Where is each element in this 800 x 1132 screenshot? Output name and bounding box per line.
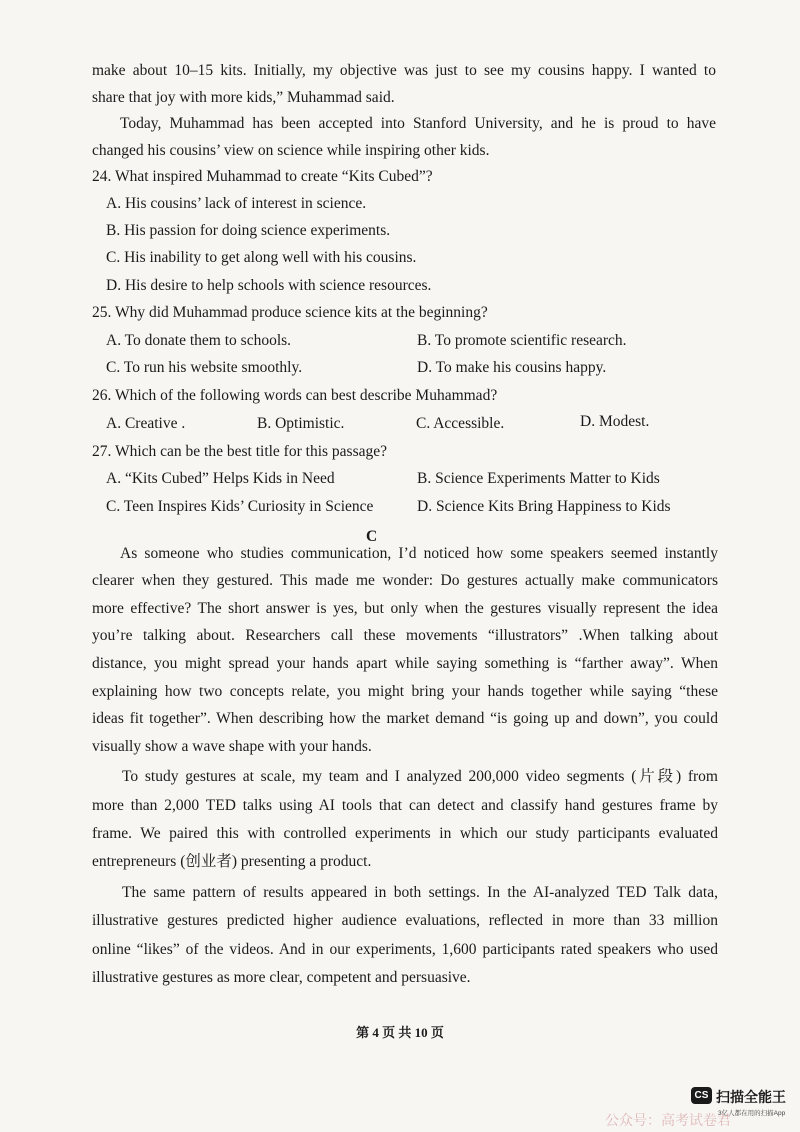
paragraph-line: changed his cousins’ view on science while inspiring other kids.: [92, 142, 490, 159]
question-stem: 24. What inspired Muhammad to create “Kits Cubed”?: [92, 168, 433, 185]
option-b: B. His passion for doing science experiments.: [106, 222, 391, 239]
section-letter: C: [366, 528, 378, 545]
paragraph-line: make about 10–15 kits. Initially, my objective was just to see my cousins happy. I wanted to: [92, 62, 716, 79]
option-b: B. Science Experiments Matter to Kids: [417, 470, 660, 487]
paragraph-line: you’re talking about. Researchers call these movements “illustrators” .When talking about: [92, 627, 718, 644]
paragraph-line: ideas fit together”. When describing how the market demand “is going up and down”, you could: [92, 710, 718, 727]
question-stem: 25. Why did Muhammad produce science kits at the beginning?: [92, 304, 488, 321]
camscanner-logo-icon: CS: [691, 1087, 712, 1104]
option-d: D. To make his cousins happy.: [417, 359, 607, 376]
paragraph-line: As someone who studies communication, I’d noticed how some speakers seemed instantly: [120, 545, 718, 562]
paragraph-line: more than 2,000 TED talks using AI tools that can detect and classify hand gestures frame by: [92, 797, 718, 814]
scanner-tagline: 3亿人都在用的扫描App: [718, 1110, 786, 1117]
option-c: C. His inability to get along well with his cousins.: [106, 249, 417, 266]
paragraph-line: distance, you might spread your hands apart while saying something is “farther away”. When: [92, 655, 718, 672]
option-a: A. His cousins’ lack of interest in science.: [106, 195, 367, 212]
paragraph-line: entrepreneurs (创业者) presenting a product.: [92, 853, 372, 870]
paragraph-line: To study gestures at scale, my team and I analyzed 200,000 video segments (片段) from: [122, 768, 718, 785]
paragraph-line: frame. We paired this with controlled experiments in which our study participants evaluated: [92, 825, 718, 842]
option-c: C. Teen Inspires Kids’ Curiosity in Science: [106, 498, 374, 515]
paragraph-line: illustrative gestures predicted higher audience evaluations, reflected in more than 33 million: [92, 912, 718, 929]
paragraph-line: illustrative gestures as more clear, competent and persuasive.: [92, 969, 471, 986]
option-c: C. To run his website smoothly.: [106, 359, 303, 376]
paragraph-line: visually show a wave shape with your hands.: [92, 738, 372, 755]
option-a: A. Creative .: [106, 415, 186, 432]
option-d: D. Science Kits Bring Happiness to Kids: [417, 498, 671, 515]
paragraph-line: clearer when they gestured. This made me wonder: Do gestures actually make communicators: [92, 572, 718, 589]
option-c: C. Accessible.: [416, 415, 505, 432]
question-stem: 26. Which of the following words can best describe Muhammad?: [92, 387, 498, 404]
watermark: 公众号：高考试卷君: [605, 1113, 731, 1129]
option-a: A. To donate them to schools.: [106, 332, 292, 349]
page-number: 第 4 页 共 10 页: [356, 1025, 444, 1040]
option-b: B. To promote scientific research.: [417, 332, 627, 349]
option-d: D. Modest.: [580, 413, 650, 430]
paragraph-line: explaining how two concepts relate, you might bring your hands together while saying “these: [92, 683, 718, 700]
question-stem: 27. Which can be the best title for this passage?: [92, 443, 387, 460]
scanner-app-name: 扫描全能王: [716, 1089, 786, 1105]
paragraph-line: The same pattern of results appeared in both settings. In the AI-analyzed TED Talk data,: [122, 884, 718, 901]
paragraph-line: share that joy with more kids,” Muhammad said.: [92, 89, 395, 106]
paragraph-line: online “likes” of the videos. And in our experiments, 1,600 participants rated speakers who used: [92, 941, 718, 958]
paragraph-line: Today, Muhammad has been accepted into Stanford University, and he is proud to have: [120, 115, 716, 132]
option-b: B. Optimistic.: [257, 415, 345, 432]
option-a: A. “Kits Cubed” Helps Kids in Need: [106, 470, 335, 487]
option-d: D. His desire to help schools with science resources.: [106, 277, 432, 294]
paragraph-line: more effective? The short answer is yes, but only when the gestures visually represent the idea: [92, 600, 718, 617]
